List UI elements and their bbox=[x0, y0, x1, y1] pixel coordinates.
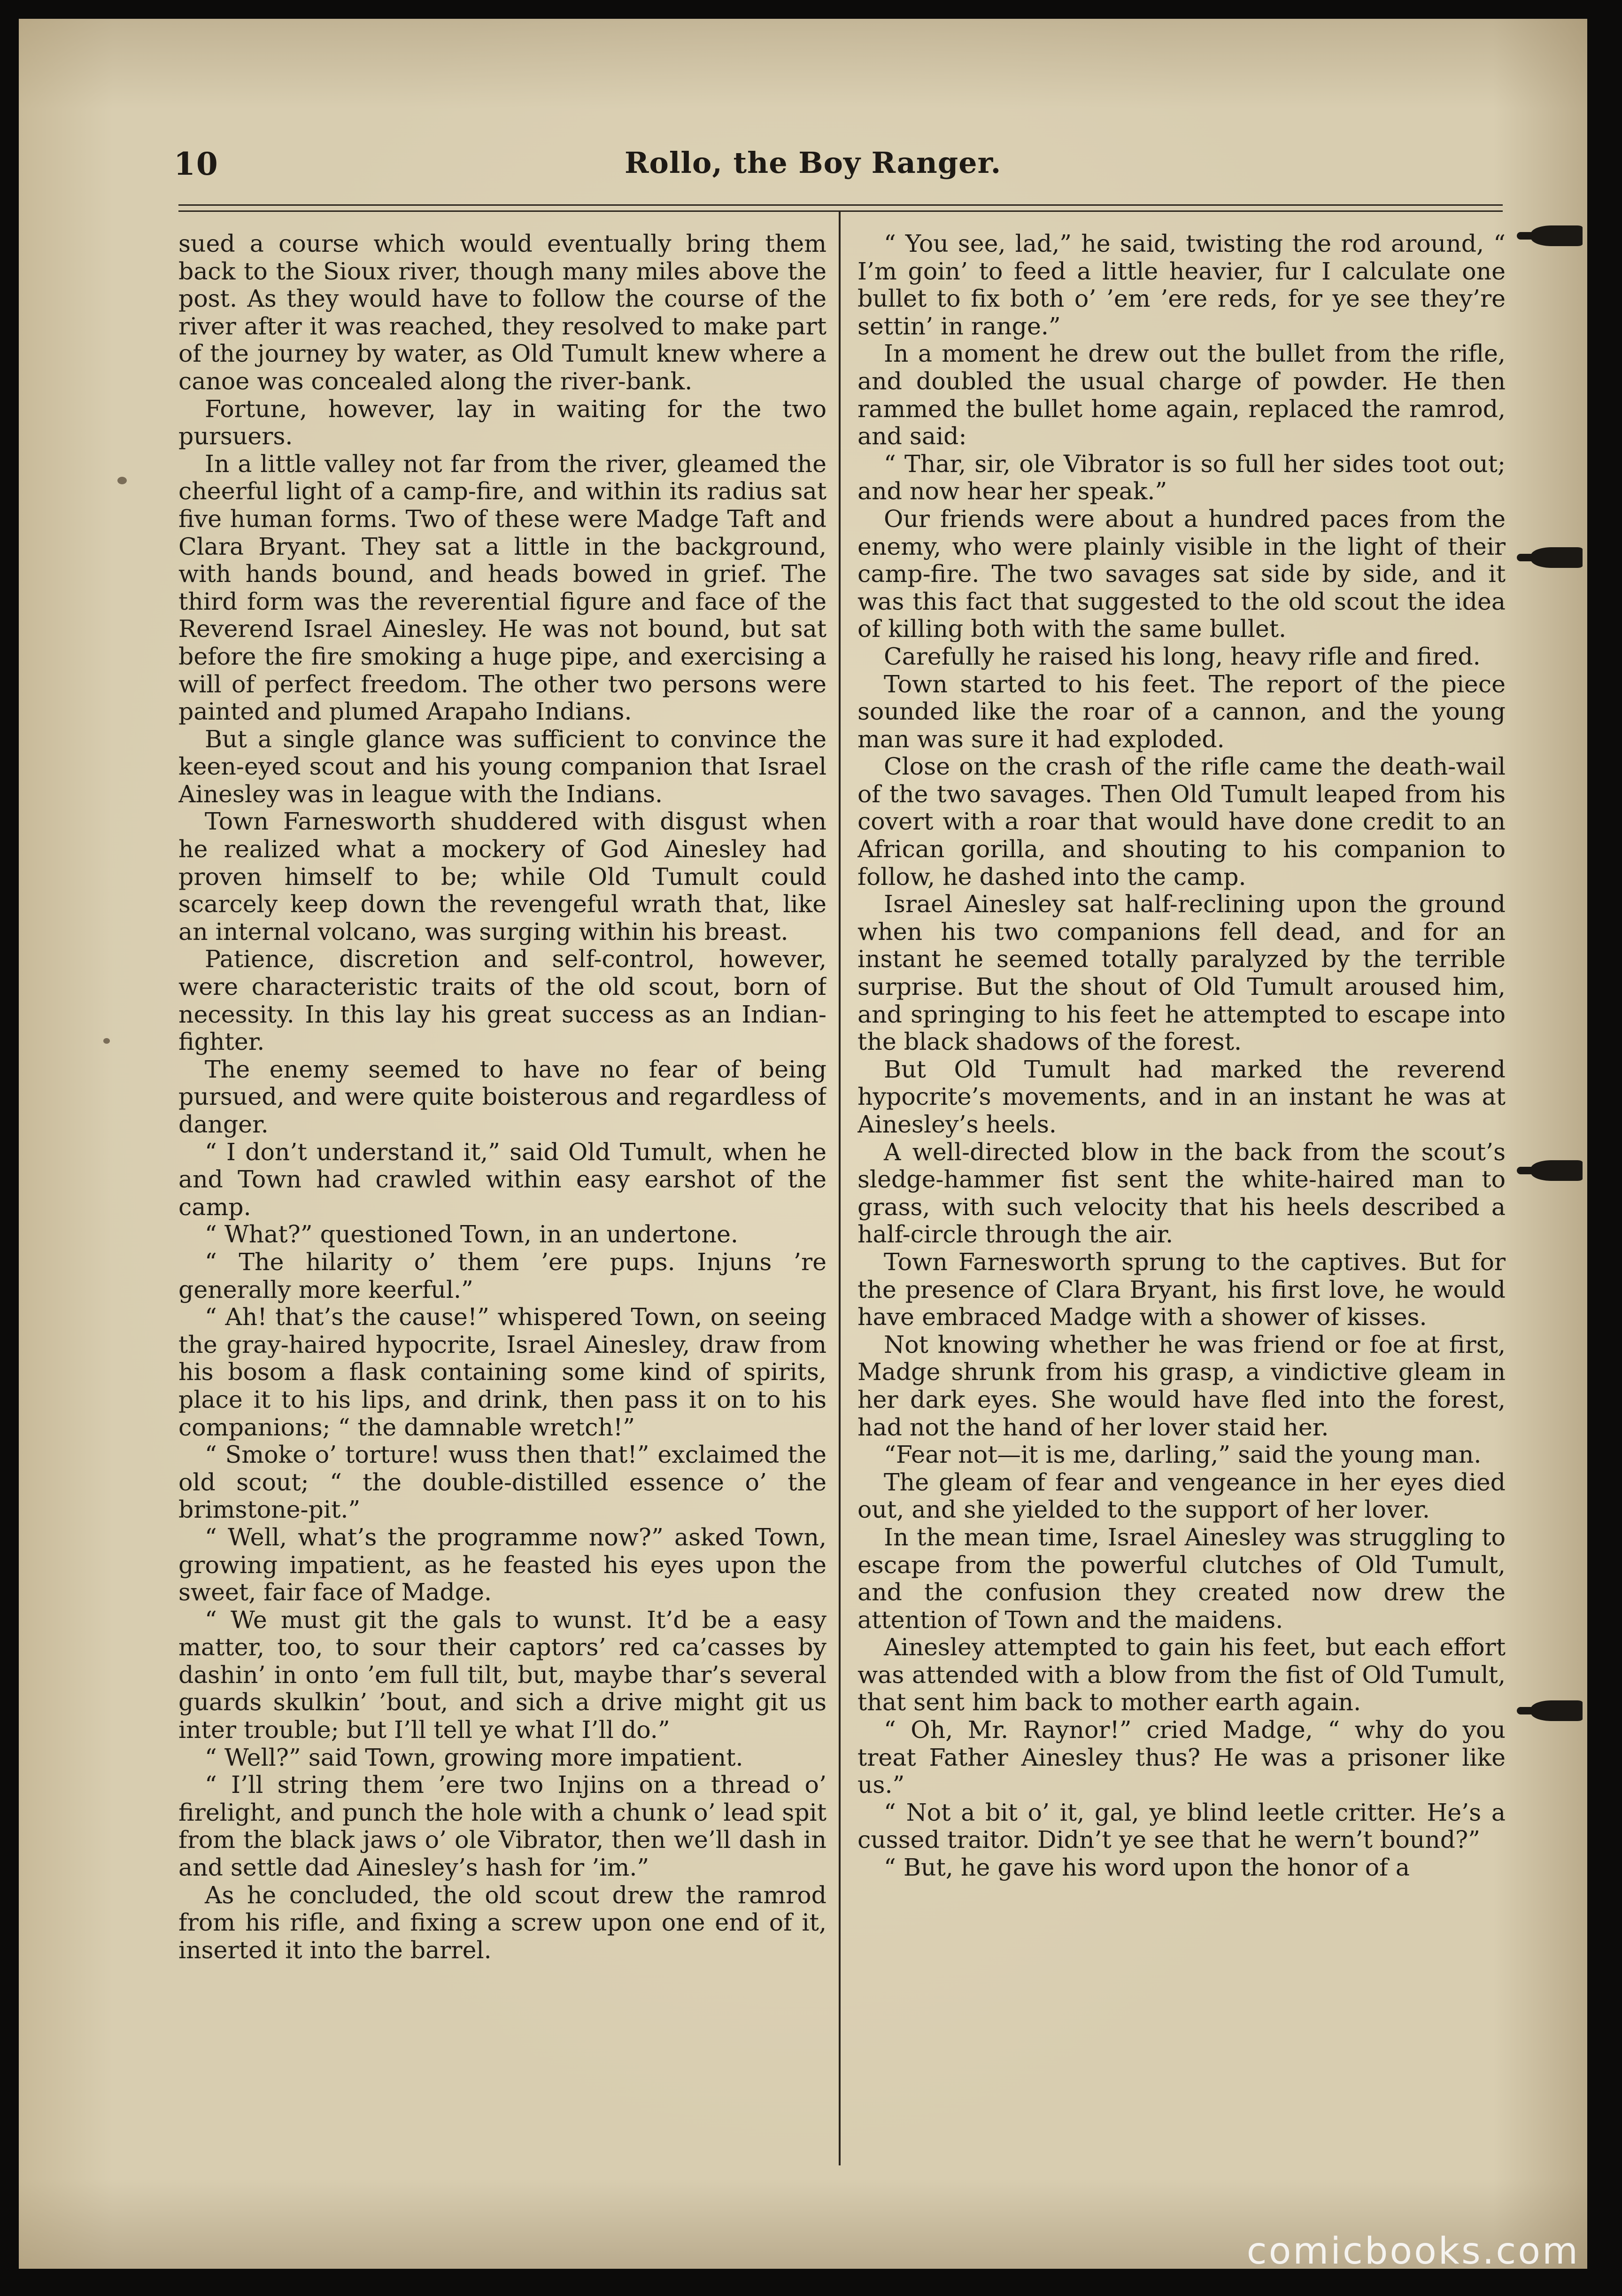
binding-hole bbox=[1531, 547, 1583, 568]
paragraph: Not knowing whether he was friend or foe at first, Madge shrunk from his grasp, a vindictive gleam in her dark eyes. She would have fled into the forest, had not the hand of her lover staid her. bbox=[857, 1330, 1506, 1441]
paragraph: The enemy seemed to have no fear of being pursued, and were quite boisterous and regardless of danger. bbox=[178, 1055, 826, 1138]
paragraph: “ The hilarity o’ them ’ere pups. Injuns ’re generally more keerful.” bbox=[178, 1248, 826, 1303]
paragraph: “ I’ll string them ’ere two Injins on a thread o’ firelight, and punch the hole with a chunk o’ lead spit from the black jaws o’ ole Vibrator, then we’ll dash in and settle dad Ainesley’s hash for ’im.” bbox=[178, 1771, 826, 1882]
paragraph: sued a course which would eventually bring them back to the Sioux river, though many miles above the post. As they would have to follow the course of the river after it was reached, they resolved to make part of the journey by water, as Old Tumult knew where a canoe was concealed along the river-bank. bbox=[178, 230, 826, 395]
paragraph: Town started to his feet. The report of the piece sounded like the roar of a cannon, and the young man was sure it had exploded. bbox=[857, 670, 1506, 753]
paragraph: In a moment he drew out the bullet from the rifle, and doubled the usual charge of powder. He then rammed the bullet home again, replaced the ramrod, and said: bbox=[857, 340, 1506, 450]
watermark-text: comicbooks.com bbox=[1246, 2230, 1580, 2273]
paragraph: “ We must git the gals to wunst. It’d be a easy matter, too, to sour their captors’ red ca’casses by dashin’ in onto ’em full tilt, but, maybe thar’s several guards skulkin’ ’bout, and sich a drive might git us inter trouble; but I’ll tell ye what I’ll do.” bbox=[178, 1606, 826, 1744]
paragraph: Our friends were about a hundred paces from the enemy, who were plainly visible in the light of their camp-fire. The two savages sat side by side, and it was this fact that suggested to the old scout the idea of killing both with the same bullet. bbox=[857, 504, 1506, 643]
paragraph: But a single glance was sufficient to convince the keen-eyed scout and his young companion that Israel Ainesley was in league with the Indians. bbox=[178, 725, 826, 808]
paragraph: Town Farnesworth shuddered with disgust when he realized what a mockery of God Ainesley had proven himself to be; while Old Tumult could scarcely keep down the revengeful wrath that, like an internal volcano, was surging within his breast. bbox=[178, 807, 826, 946]
column-divider bbox=[839, 211, 841, 2165]
paragraph: “Fear not—it is me, darling,” said the young man. bbox=[884, 1441, 1482, 1469]
paragraph: The gleam of fear and vengeance in her eyes died out, and she yielded to the support of her lover. bbox=[857, 1468, 1506, 1524]
running-title: Rollo, the Boy Ranger. bbox=[625, 146, 1002, 180]
ink-speck bbox=[103, 1038, 110, 1044]
paragraph: “ Well, what’s the programme now?” asked Town, growing impatient, as he feasted his eyes upon the sweet, fair face of Madge. bbox=[178, 1523, 826, 1606]
paragraph: Patience, discretion and self-control, however, were characteristic traits of the old scout, born of necessity. In this lay his great success as an Indian-fighter. bbox=[178, 945, 826, 1056]
paragraph: “ Not a bit o’ it, gal, ye blind leetle critter. He’s a cussed traitor. Didn’t ye see that he wern’t bound?” bbox=[857, 1798, 1506, 1854]
paragraph: Close on the crash of the rifle came the death-wail of the two savages. Then Old Tumult leaped from his covert with a roar that would have done credit to an African gorilla, and shouting to his companion to follow, he dashed into the camp. bbox=[857, 752, 1506, 891]
header-rule bbox=[178, 204, 1503, 212]
paragraph: “ Thar, sir, ole Vibrator is so full her sides toot out; and now hear her speak.” bbox=[857, 450, 1506, 505]
paragraph: But Old Tumult had marked the reverend hypocrite’s movements, and in an instant he was at Ainesley’s heels. bbox=[857, 1055, 1506, 1138]
paragraph: Ainesley attempted to gain his feet, but each effort was attended with a blow from the fist of Old Tumult, that sent him back to mother earth again. bbox=[857, 1633, 1506, 1716]
paragraph: Carefully he raised his long, heavy rifle and fired. bbox=[884, 642, 1481, 670]
paragraph: In a little valley not far from the river, gleamed the cheerful light of a camp-fire, and within its radius sat five human forms. Two of these were Madge Taft and Clara Bryant. They sat a little in the background, with hands bound, and heads bowed in grief. The third form was the reverential figure and face of the Reverend Israel Ainesley. He was not bound, but sat before the fire smoking a huge pipe, and exercising a will of perfect freedom. The other two persons were painted and plumed Arapaho Indians. bbox=[178, 450, 826, 726]
binding-hole bbox=[1531, 225, 1583, 246]
paragraph: “ Oh, Mr. Raynor!” cried Madge, “ why do you treat Father Ainesley thus? He was a prisoner like us.” bbox=[857, 1716, 1506, 1799]
paragraph: Town Farnesworth sprung to the captives. But for the presence of Clara Bryant, his first love, he would have embraced Madge with a shower of kisses. bbox=[857, 1248, 1506, 1331]
ink-speck bbox=[117, 477, 127, 484]
page-number: 10 bbox=[174, 146, 219, 182]
left-text-column bbox=[178, 230, 826, 2161]
paragraph: “ You see, lad,” he said, twisting the rod around, “ I’m goin’ to feed a little heavier, fur I calculate one bullet to fix both o’ ’em ’ere reds, for ye see they’re settin’ in range.” bbox=[857, 230, 1506, 340]
paragraph: “ What?” questioned Town, in an undertone. bbox=[205, 1220, 738, 1249]
paragraph: “ Smoke o’ torture! wuss then that!” exclaimed the old scout; “ the double-distilled essence o’ the brimstone-pit.” bbox=[178, 1441, 826, 1524]
paragraph: “ But, he gave his word upon the honor of a bbox=[884, 1854, 1410, 1882]
paragraph: “ Well?” said Town, growing more impatient. bbox=[205, 1743, 743, 1771]
paragraph: “ I don’t understand it,” said Old Tumult, when he and Town had crawled within easy earshot of the camp. bbox=[178, 1138, 826, 1221]
paragraph: As he concluded, the old scout drew the ramrod from his rifle, and fixing a screw upon one end of it, inserted it into the barrel. bbox=[178, 1881, 826, 1964]
right-text-column bbox=[857, 230, 1506, 2161]
binding-holes bbox=[1517, 19, 1587, 2269]
paragraph: Israel Ainesley sat half-reclining upon the ground when his two companions fell dead, and for an instant he seemed totally paralyzed by the terrible surprise. But the shout of Old Tumult aroused him, and springing to his feet he attempted to escape into the black shadows of the forest. bbox=[857, 890, 1506, 1056]
paragraph: Fortune, however, lay in waiting for the two pursuers. bbox=[178, 395, 826, 450]
book-page bbox=[19, 19, 1587, 2269]
paragraph: “ Ah! that’s the cause!” whispered Town, on seeing the gray-haired hypocrite, Israel Ainesley, draw from his bosom a flask containing some kind of spirits, place it to his lips, and drink, then pass it on to his companions; “ the damnable wretch!” bbox=[178, 1303, 826, 1441]
paragraph: In the mean time, Israel Ainesley was struggling to escape from the powerful clutches of Old Tumult, and the confusion they created now drew the attention of Town and the maidens. bbox=[857, 1523, 1506, 1634]
binding-hole bbox=[1531, 1700, 1583, 1721]
binding-hole bbox=[1531, 1160, 1583, 1181]
paragraph: A well-directed blow in the back from the scout’s sledge-hammer fist sent the white-haired man to grass, with such velocity that his heels described a half-circle through the air. bbox=[857, 1138, 1506, 1249]
